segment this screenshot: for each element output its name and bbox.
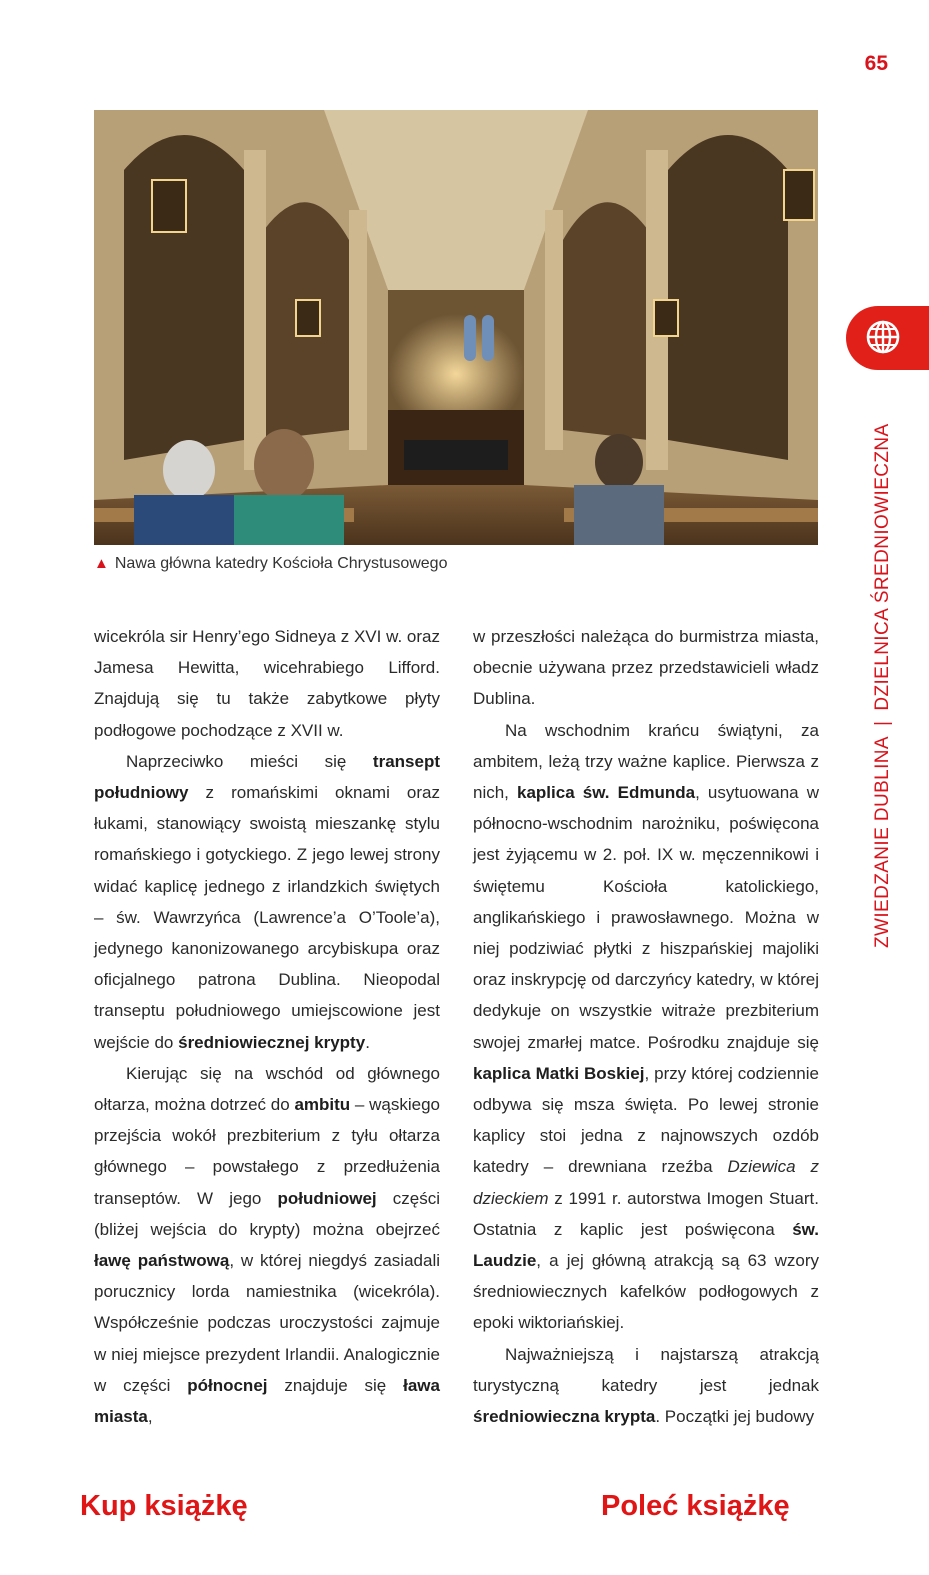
paragraph: Najważniejszą i najstarszą atrakcją turystyczną katedry jest jednak średniowieczna krypta. Początki jej budowy <box>473 1344 819 1427</box>
paragraph: Na wschodnim krańcu świątyni, za ambitem, leżą trzy ważne kaplice. Pierwsza z nich, kaplica św. Edmunda, usytuowana w północno-wschodnim narożniku, poświęcona jest żyjącemu w 2. poł. IX w. męczennikowi i świętemu Kościoła katolickiego, anglikańskiego i prawosławnego. Można w niej podziwiać płytki z hiszpańskiej majoliki oraz inskrypcję od darczyńcy katedry, w której dedykuje on wszystkie witraże prezbiterium swojej zmarłej matce. Pośrodku znajduje się kaplica Matki Boskiej, przy której codziennie odbywa się msza święta. Po lewej stronie kaplicy stoi jedna z najnowszych ozdób katedry – drewniana rzeźba Dziewica z dzieckiem z 1991 r. autorstwa Imogen Stuart. Ostatnia z kaplic jest poświęcona św. Laudzie, a jej główną atrakcją są 63 wzory średniowiecznych kafelków podłogowych z epoki wiktoriańskiej. <box>473 720 819 1333</box>
triangle-marker-icon: ▲ <box>94 555 109 572</box>
bold-term: północnej <box>187 1375 268 1395</box>
section-label: ZWIEDZANIE DUBLINA <box>872 736 893 948</box>
paragraph: Naprzeciwko mieści się transept południowy z romańskimi oknami oraz łukami, stanowiący swoistą mieszankę stylu romańskiego i gotyckiego. Z jego lewej strony widać kaplicę jednego z irlandzkich świętych – św. Wawrzyńca (Lawrence’a O’Toole’a), jedynego kanonizowanego arcybiskupa oraz oficjalnego patrona Dublina. Nieopodal transeptu południowego umiejscowione jest wejście do średniowiecznej krypty. <box>94 751 440 1052</box>
bold-term: św. Laudzie <box>473 1219 819 1271</box>
bold-term: średniowieczna krypta <box>473 1407 656 1427</box>
bold-term: kaplica Matki Boskiej <box>473 1063 645 1083</box>
bold-term: ławę państwową <box>94 1251 230 1271</box>
section-running-head <box>868 388 898 948</box>
bold-term: transept południowy <box>94 751 440 803</box>
globe-icon <box>865 319 901 355</box>
left-column <box>94 621 440 1432</box>
right-column <box>473 621 819 1432</box>
photo-caption <box>94 552 818 576</box>
cathedral-nave-photo <box>94 110 818 545</box>
caption-text: Nawa główna katedry Kościoła Chrystusowego <box>114 555 448 572</box>
bold-term: kaplica św. Edmunda <box>517 783 696 803</box>
page-number: 65 <box>864 52 888 75</box>
recommend-book-link[interactable]: Poleć książkę <box>601 1490 790 1522</box>
paragraph: w przeszłości należąca do burmistrza miasta, obecnie używana przez przedstawicieli władz Dublina. <box>473 627 819 709</box>
bold-term: ława miasta <box>94 1375 440 1427</box>
paragraph: Kierując się na wschód od głównego ołtarza, można dotrzeć do ambitu – wąskiego przejścia wokół prezbiterium z tyłu ołtarza głównego – powstałego z przedłużenia transeptów. W jego południowej części (bliżej wejścia do krypty) można obejrzeć ławę państwową, w której niegdyś zasiadali porucznicy lorda namiestnika (wicekróla). Współcześnie podczas uroczystości zajmuje w niej miejsce prezydent Irlandii. Analogicznie w części północnej znajduje się ława miasta, <box>94 1063 440 1427</box>
bold-term: ambitu <box>294 1095 351 1115</box>
bold-term: średniowiecznej krypty <box>178 1032 366 1052</box>
bold-term: południowej <box>277 1188 377 1208</box>
buy-book-link[interactable]: Kup książkę <box>80 1490 248 1522</box>
section-separator: | <box>872 720 893 726</box>
paragraph: wicekróla sir Henry’ego Sidneya z XVI w. oraz Jamesa Hewitta, wicehrabiego Lifford. Znajdują się tu także zabytkowe płyty podłogowe pochodzące z XVII w. <box>94 627 440 740</box>
subsection-label: DZIELNICA ŚREDNIOWIECZNA <box>872 423 893 711</box>
section-tab <box>846 306 929 370</box>
italic-title: Dziewica z dzieckiem <box>473 1157 819 1208</box>
